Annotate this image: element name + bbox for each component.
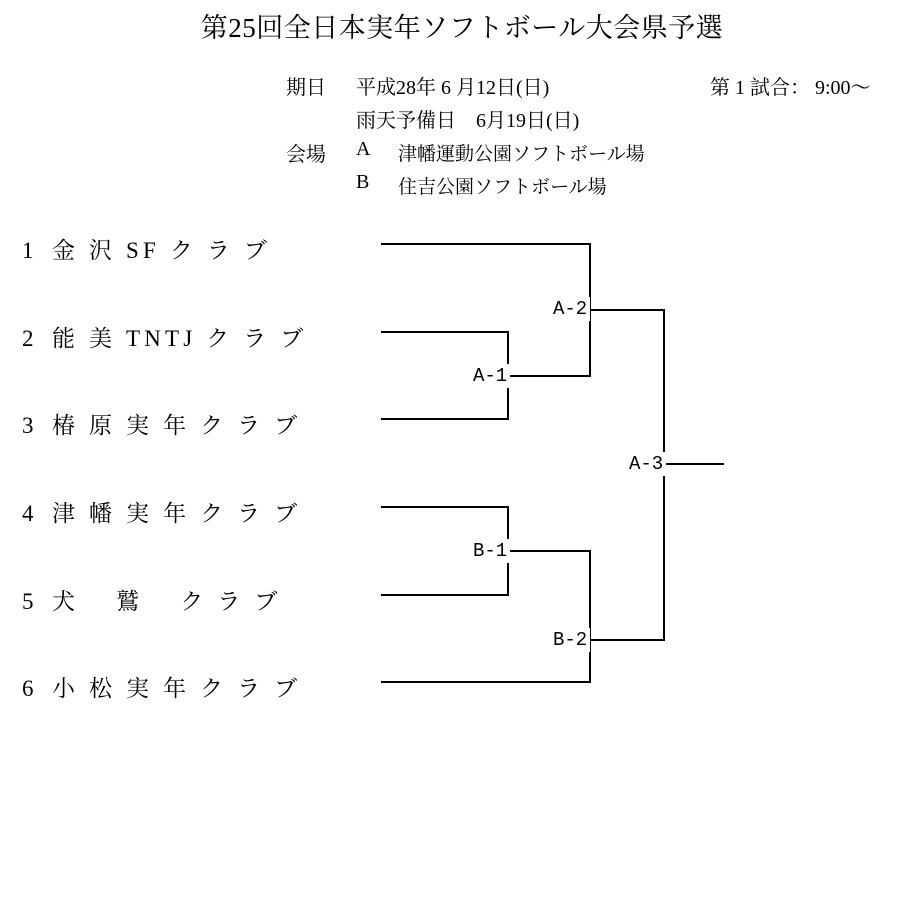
- team-name: 椿 原 実 年 ク ラ ブ: [52, 413, 302, 438]
- team-entry-3: [22, 407, 301, 440]
- match-node-a1: A-1: [470, 364, 510, 388]
- team-name: 小 松 実 年 ク ラ ブ: [52, 676, 302, 701]
- bracket-line-team3: [381, 418, 509, 420]
- bracket-line-team4: [381, 506, 509, 508]
- bracket-line-team6: [381, 681, 591, 683]
- team-name: 能 美 TNTJ ク ラ ブ: [52, 326, 308, 351]
- team-number: 2: [22, 326, 34, 351]
- venue-label: 会場: [286, 144, 326, 166]
- bracket-connector-b2: [589, 550, 591, 683]
- team-entry-5: [22, 583, 282, 616]
- team-name: 犬 鷲 ク ラ ブ: [52, 589, 282, 614]
- bracket-line-team5: [381, 594, 509, 596]
- match-node-b2: B-2: [550, 628, 590, 652]
- date-label: 期日: [286, 77, 326, 99]
- team-number: 6: [22, 676, 34, 701]
- bracket-line-b2-out: [589, 639, 665, 641]
- page-title: 第25回全日本実年ソフトボール大会県予選: [200, 13, 724, 43]
- venue-a-key: A: [356, 138, 371, 160]
- team-name: 金 沢 SF ク ラ ブ: [52, 238, 272, 263]
- match-node-a2: A-2: [550, 297, 590, 321]
- team-entry-6: [22, 670, 301, 703]
- match-node-a3: A-3: [626, 452, 666, 476]
- venue-a-value: 津幡運動公園ソフトボール場: [398, 144, 645, 165]
- bracket-line-team1: [381, 243, 591, 245]
- team-name: 津 幡 実 年 ク ラ ブ: [52, 501, 302, 526]
- team-entry-4: [22, 495, 301, 528]
- bracket-line-champion: [663, 463, 724, 465]
- team-entry-1: [22, 232, 271, 265]
- bracket-line-b1-out: [507, 550, 591, 552]
- date-value: 平成28年 6 月12日(日): [356, 77, 550, 99]
- bracket-line-a1-out: [507, 375, 591, 377]
- match-node-b1: B-1: [470, 539, 510, 563]
- bracket-line-team2: [381, 331, 509, 333]
- team-entry-2: [22, 320, 307, 353]
- bracket-line-a2-out: [589, 309, 665, 311]
- team-number: 1: [22, 238, 34, 263]
- team-number: 3: [22, 413, 34, 438]
- first-game-time: 第 1 試合： 9:00〜: [710, 77, 871, 99]
- team-number: 5: [22, 589, 34, 614]
- rain-date-value: 雨天予備日 6月19日(日): [356, 110, 580, 132]
- venue-b-key: B: [356, 171, 370, 193]
- venue-b-value: 住吉公園ソフトボール場: [398, 177, 607, 198]
- team-number: 4: [22, 501, 34, 526]
